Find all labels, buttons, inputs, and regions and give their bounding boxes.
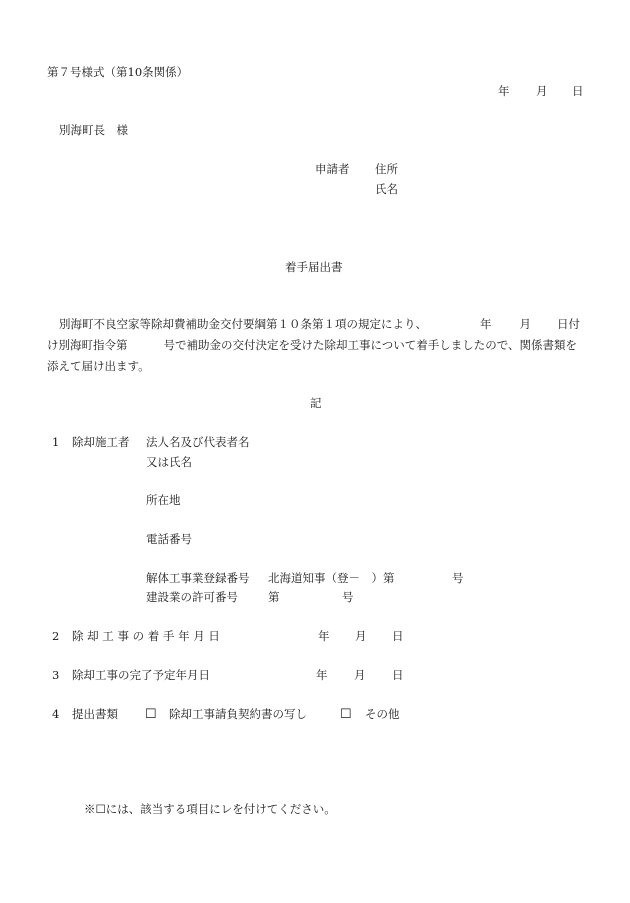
body-part1: 別海町不良空家等除却費補助金交付要綱第１０条第１項の規定により、 — [59, 317, 427, 331]
item2-year: 年 — [318, 629, 330, 643]
item4-option1: 除却工事請負契約書の写し — [169, 707, 307, 721]
form-number: 第７号様式（第10条関係） — [47, 65, 189, 79]
date-year: 年 — [498, 84, 510, 98]
item1-corp-name: 法人名及び代表者名 — [146, 435, 250, 449]
item3-label: 除却工事の完了予定年月日 — [72, 668, 210, 682]
body-part2: 付け別海町指令第 — [47, 317, 580, 352]
item4-checkbox-1[interactable]: ☐ — [145, 707, 157, 722]
item4-option2: その他 — [365, 707, 400, 721]
item3-number: 3 — [52, 668, 60, 682]
item2-month: 月 — [355, 629, 367, 643]
footnote: ※☐には、該当する項目にレを付けてください。 — [84, 802, 336, 816]
item1-number: 1 — [52, 435, 60, 449]
body-month: 月 — [519, 317, 531, 331]
item1-dai: 第 — [268, 590, 280, 604]
applicant-name-label: 氏名 — [375, 182, 398, 196]
addressee: 別海町長 様 — [59, 123, 128, 137]
item1-hokkaido: 北海道知事（登－ ）第 — [268, 571, 395, 585]
item1-construction-permit: 建設業の許可番号 — [146, 590, 238, 604]
item1-go1: 号 — [452, 571, 464, 585]
item1-phone: 電話番号 — [146, 532, 192, 546]
item1-label: 除却施工者 — [72, 435, 130, 449]
applicant-label: 申請者 — [315, 162, 350, 176]
item1-location: 所在地 — [146, 493, 181, 507]
item2-label: 除 却 工 事 の 着 手 年 月 日 — [72, 629, 220, 643]
date-day: 日 — [572, 84, 584, 98]
item1-or-name: 又は氏名 — [146, 455, 192, 469]
item3-month: 月 — [354, 668, 366, 682]
item2-day: 日 — [392, 629, 404, 643]
item3-year: 年 — [316, 668, 328, 682]
item2-number: 2 — [52, 629, 60, 643]
ki-heading: 記 — [310, 396, 322, 410]
item1-go2: 号 — [342, 590, 354, 604]
item4-number: 4 — [52, 707, 60, 721]
date-month: 月 — [536, 84, 548, 98]
document-title: 着手届出書 — [285, 260, 343, 274]
body-part3: 号で補助金の交付決定を受けた除却工事について着手しましたので、関係書類を添えて届け出ます。 — [47, 338, 578, 373]
body-year: 年 — [480, 317, 492, 331]
applicant-address-label: 住所 — [375, 162, 398, 176]
body-day: 日 — [557, 317, 569, 331]
item4-label: 提出書類 — [72, 707, 118, 721]
item4-checkbox-2[interactable]: ☐ — [340, 707, 352, 722]
item1-demolition-reg: 解体工事業登録番号 — [146, 571, 250, 585]
item3-day: 日 — [392, 668, 404, 682]
body-paragraph — [47, 314, 584, 377]
